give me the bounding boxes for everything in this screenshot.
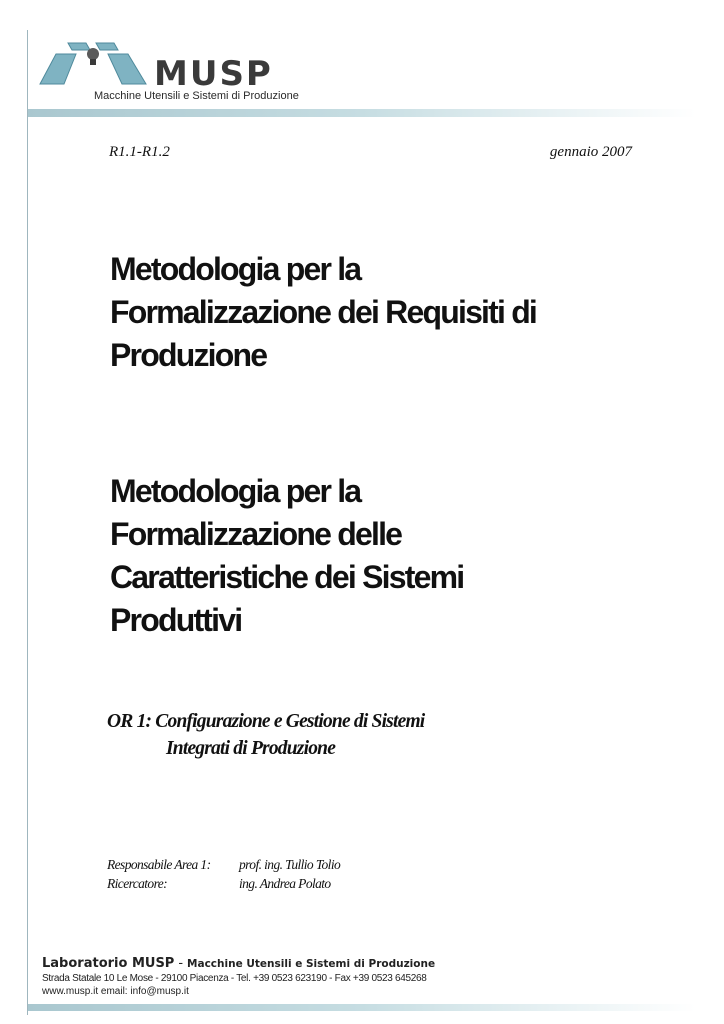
research-objective-heading [107, 708, 627, 762]
person-name: prof. ing. Tullio Tolio [239, 857, 341, 872]
or-heading-line-2: Integrati di Produzione [166, 738, 336, 759]
main-title-2 [110, 470, 670, 642]
people-list [107, 855, 340, 893]
footer-band [28, 1004, 696, 1011]
footer-organization [42, 956, 682, 971]
title-line: Formalizzazione dei Requisiti di [110, 294, 537, 330]
footer-separator: - [178, 956, 184, 971]
title-line: Produzione [110, 337, 267, 373]
footer-address: Strada Statale 10 Le Mose - 29100 Piacenza - Tel. +39 0523 623190 - Fax +39 0523 645268 [42, 973, 427, 984]
logo-wordmark: MUSP [154, 54, 273, 94]
title-line: Metodologia per la [110, 473, 361, 509]
person-row [107, 855, 340, 874]
footer-org-description: Macchine Utensili e Sistemi di Produzione [187, 958, 436, 970]
title-line: Metodologia per la [110, 251, 361, 287]
person-role: Responsabile Area 1: [107, 857, 211, 872]
left-margin-rule [27, 30, 28, 1015]
title-line: Formalizzazione delle [110, 516, 402, 552]
document-reference-code: R1.1-R1.2 [109, 144, 170, 160]
person-name: ing. Andrea Polato [239, 876, 331, 891]
footer-org-name: Laboratorio MUSP [42, 956, 175, 971]
person-role: Ricercatore: [107, 876, 168, 891]
logo-subtitle: Macchine Utensili e Sistemi di Produzione [94, 90, 299, 102]
header-band [28, 109, 696, 117]
or-heading-line-1: OR 1: Configurazione e Gestione di Sistemi [107, 711, 425, 732]
musp-logo [38, 38, 318, 108]
footer-web-contact: www.musp.it email: info@musp.it [42, 986, 189, 997]
document-date: gennaio 2007 [549, 144, 632, 160]
title-line: Caratteristiche dei Sistemi [110, 559, 464, 595]
footer [42, 956, 682, 997]
main-title-1 [110, 248, 670, 377]
title-line: Produttivi [110, 602, 242, 638]
musp-logo-icon [38, 38, 158, 98]
person-row [107, 874, 340, 893]
